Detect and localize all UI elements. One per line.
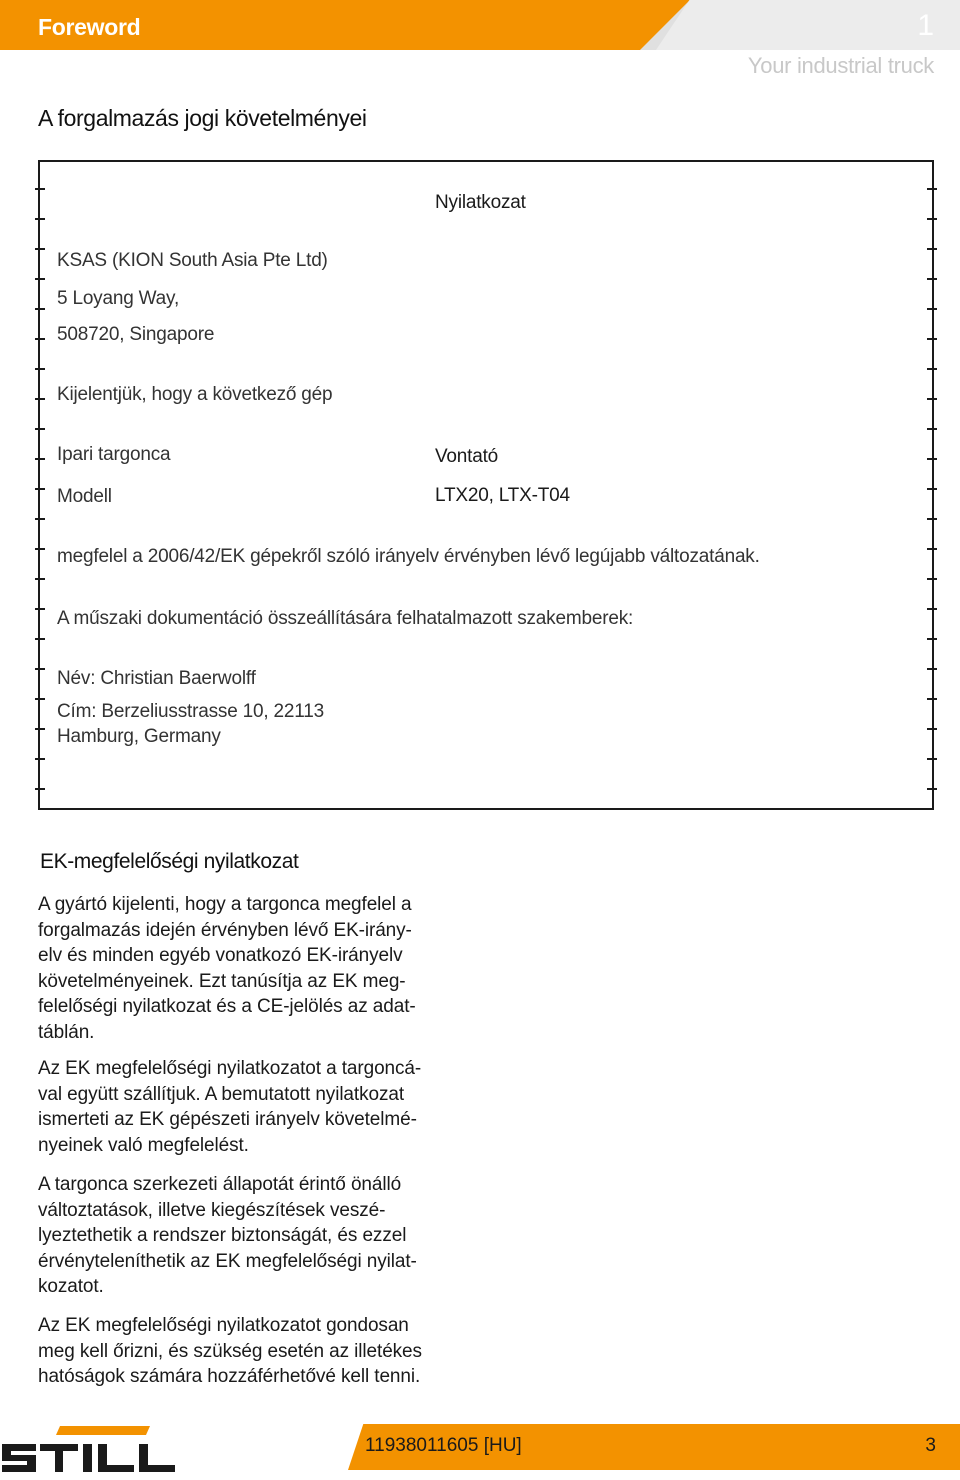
margin-tick [35,728,45,730]
text-line: A targonca szerkezeti állapotát érintő önálló [38,1174,402,1195]
margin-tick [927,248,937,250]
margin-tick [35,368,45,370]
margin-tick [35,248,45,250]
text-line: nyeinek való megfelelést. [38,1134,249,1156]
margin-tick [35,278,45,280]
margin-tick [927,308,937,310]
compliance-statement: megfelel a 2006/42/EK gépekről szóló irányelv érvényben lévő legújabb változatának. [57,546,760,567]
margin-tick [927,728,937,730]
contact-city: Hamburg, Germany [57,726,221,747]
margin-tick [35,758,45,760]
text-line: érvényteleníthetik az EK megfelelőségi nyilat- [38,1250,417,1272]
text-line: táblán. [38,1021,95,1043]
chapter-subtitle: Your industrial truck [747,53,934,78]
contact-address: Cím: Berzeliusstrasse 10, 22113 [57,701,324,722]
margin-tick [35,578,45,580]
text-line: lyeztethetik a rendszer biztonságát, és ezzel [38,1225,407,1246]
still-logo [0,1422,178,1474]
truck-label: Ipari targonca [57,444,171,465]
margin-tick [35,218,45,220]
page-number: 3 [925,1435,936,1456]
header-grey-band-light [656,0,960,50]
model-label: Modell [57,486,112,507]
ec-section-heading: EK-megfelelőségi nyilatkozat [40,850,299,873]
text-line: követelményeinek. Ezt tanúsítja az EK meg- [38,970,406,992]
margin-tick [927,518,937,520]
margin-tick [927,458,937,460]
declaration-title: Nyilatkozat [435,192,526,213]
text-line: val együtt szállítjuk. A bemutatott nyilatkozat [38,1083,404,1105]
margin-tick [927,218,937,220]
text-line: elv és minden egyéb vonatkozó EK-irányelv [38,945,403,966]
declaration-intro: Kijelentjük, hogy a következő gép [57,384,333,405]
margin-tick [35,608,45,610]
margin-tick [927,608,937,610]
margin-tick [35,668,45,670]
company-address-line2: 508720, Singapore [57,324,215,345]
text-line: Az EK megfelelőségi nyilatkozatot gondosan [38,1315,409,1336]
ec-paragraph-2 [38,1056,468,1158]
margin-tick [927,758,937,760]
margin-tick [35,428,45,430]
margin-tick [927,488,937,490]
margin-tick [35,548,45,550]
contact-name: Név: Christian Baerwolff [57,668,256,689]
margin-tick [35,698,45,700]
text-line: Az EK megfelelőségi nyilatkozatot a targoncá- [38,1058,422,1079]
chapter-number: 1 [917,9,934,42]
authorized-persons: A műszaki dokumentáció összeállítására felhatalmazott szakemberek: [57,608,634,629]
margin-tick [927,428,937,430]
ec-paragraph-1 [38,892,468,1045]
margin-tick [927,788,937,790]
margin-tick [35,458,45,460]
text-line: hatóságok számára hozzáférhetővé kell tenni. [38,1366,421,1387]
margin-tick [927,668,937,670]
text-line: változtatások, illetve kiegészítések veszé- [38,1199,386,1221]
margin-tick [927,278,937,280]
margin-tick [927,398,937,400]
company-address-line1: 5 Loyang Way, [57,288,180,309]
declaration-box [38,160,934,810]
text-line: ismerteti az EK gépészeti irányelv követelmé- [38,1109,417,1130]
section-title: Foreword [38,14,141,40]
text-line: meg kell őrizni, és szükség esetén az illetékes [38,1340,422,1362]
ec-paragraph-3 [38,1172,468,1300]
company-name: KSAS (KION South Asia Pte Ltd) [57,250,328,271]
margin-tick [35,638,45,640]
margin-tick [927,368,937,370]
truck-value: Vontató [435,446,499,467]
margin-tick [35,308,45,310]
margin-tick [35,488,45,490]
margin-tick [927,338,937,340]
margin-tick [927,188,937,190]
document-number: 11938011605 [HU] [365,1435,522,1456]
text-line: A gyártó kijelenti, hogy a targonca megfelel a [38,894,412,915]
margin-tick [35,338,45,340]
model-value: LTX20, LTX-T04 [435,485,570,506]
text-line: forgalmazás idején érvényben lévő EK-irány- [38,919,412,941]
margin-tick [927,578,937,580]
page-heading: A forgalmazás jogi követelményei [38,105,367,131]
text-line: felelőségi nyilatkozat és a CE-jelölés az adat- [38,996,416,1017]
margin-tick [35,788,45,790]
margin-tick [927,698,937,700]
margin-tick [35,398,45,400]
margin-tick [927,638,937,640]
margin-tick [927,548,937,550]
ec-paragraph-4 [38,1313,468,1390]
margin-tick [35,518,45,520]
margin-tick [35,188,45,190]
text-line: kozatot. [38,1276,104,1297]
header-band [0,0,960,50]
